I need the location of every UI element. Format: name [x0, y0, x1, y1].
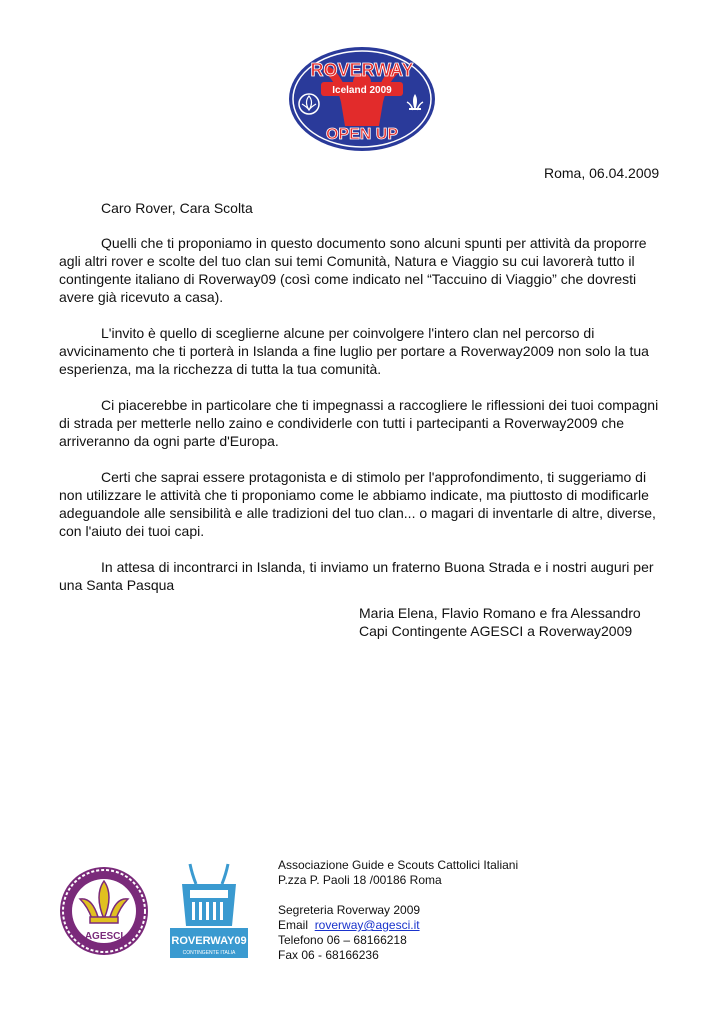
fax-line: Fax 06 - 68166236	[278, 948, 379, 962]
signature-block	[359, 604, 641, 640]
paragraph: Certi che saprai essere protagonista e di stimolo per l'approfondimento, ti suggeriamo di non utilizzare le attività che ti proponiamo come le abbiamo indicate, ma piuttosto di modificarle adeguandole alle sensibilità e alle tradizioni del tuo clan... o magari di inventarle di altre, diverse, con l'aiuto dei tuoi capi.	[59, 469, 656, 539]
roverway-logo	[287, 44, 437, 154]
paragraph: In attesa di incontrarci in Islanda, ti inviamo un fraterno Buona Strada e i nostri auguri per una Santa Pasqua	[59, 559, 654, 593]
email-label: Email	[278, 918, 309, 932]
roverway09-logo-text: ROVERWAY09	[171, 935, 247, 947]
phone-line: Telefono 06 – 68166218	[278, 933, 407, 947]
logo-bottom-text: OPEN UP	[325, 126, 399, 143]
paragraph: Ci piacerebbe in particolare che ti impegnassi a raccogliere le riflessioni dei tuoi compagni di strada per metterle nello zaino e condividerle con tutti i partecipanti a Roverway2009 che arriveranno da ogni parte d'Europa.	[59, 397, 659, 449]
email-link[interactable]: roverway@agesci.it	[314, 918, 420, 932]
roverway09-logo-subtext: CONTINGENTE ITALIA	[182, 950, 236, 956]
logo-middle-text: Iceland 2009	[332, 85, 392, 96]
signature-role: Capi Contingente AGESCI a Roverway2009	[359, 623, 633, 639]
agesci-logo	[58, 861, 151, 961]
org-address: P.zza P. Paoli 18 /00186 Roma	[278, 873, 442, 887]
org-name: Associazione Guide e Scouts Cattolici Italiani	[278, 858, 519, 872]
agesci-logo-text: AGESCI	[84, 931, 124, 942]
footer-contact	[278, 858, 518, 963]
paragraph: L'invito è quello di sceglierne alcune per coinvolgere l'intero clan nel percorso di avvicinamento che ti porterà in Islanda a fine luglio per portare a Roverway2009 non solo la tua esperienza, ma la ricchezza di tutta la tua comunità.	[59, 325, 649, 377]
signature-names: Maria Elena, Flavio Romano e fra Alessandro	[359, 605, 641, 621]
letter-date: Roma, 06.04.2009	[544, 165, 660, 181]
email-line	[278, 918, 518, 933]
roverway09-logo	[168, 856, 250, 960]
secretariat-label: Segreteria Roverway 2009	[278, 903, 421, 917]
letter-body	[59, 234, 669, 612]
paragraph: Quelli che ti proponiamo in questo documento sono alcuni spunti per attività da proporre agli altri rover e scolte del tuo clan sui temi Comunità, Natura e Viaggio su cui lavorerà tutto il contingente italiano di Roverway09 (così come indicato nel “Taccuino di Viaggio” che dovresti avere già ricevuto a casa).	[59, 235, 647, 305]
letter-salutation: Caro Rover, Cara Scolta	[101, 200, 253, 216]
logo-top-text: ROVERWAY	[310, 60, 414, 80]
